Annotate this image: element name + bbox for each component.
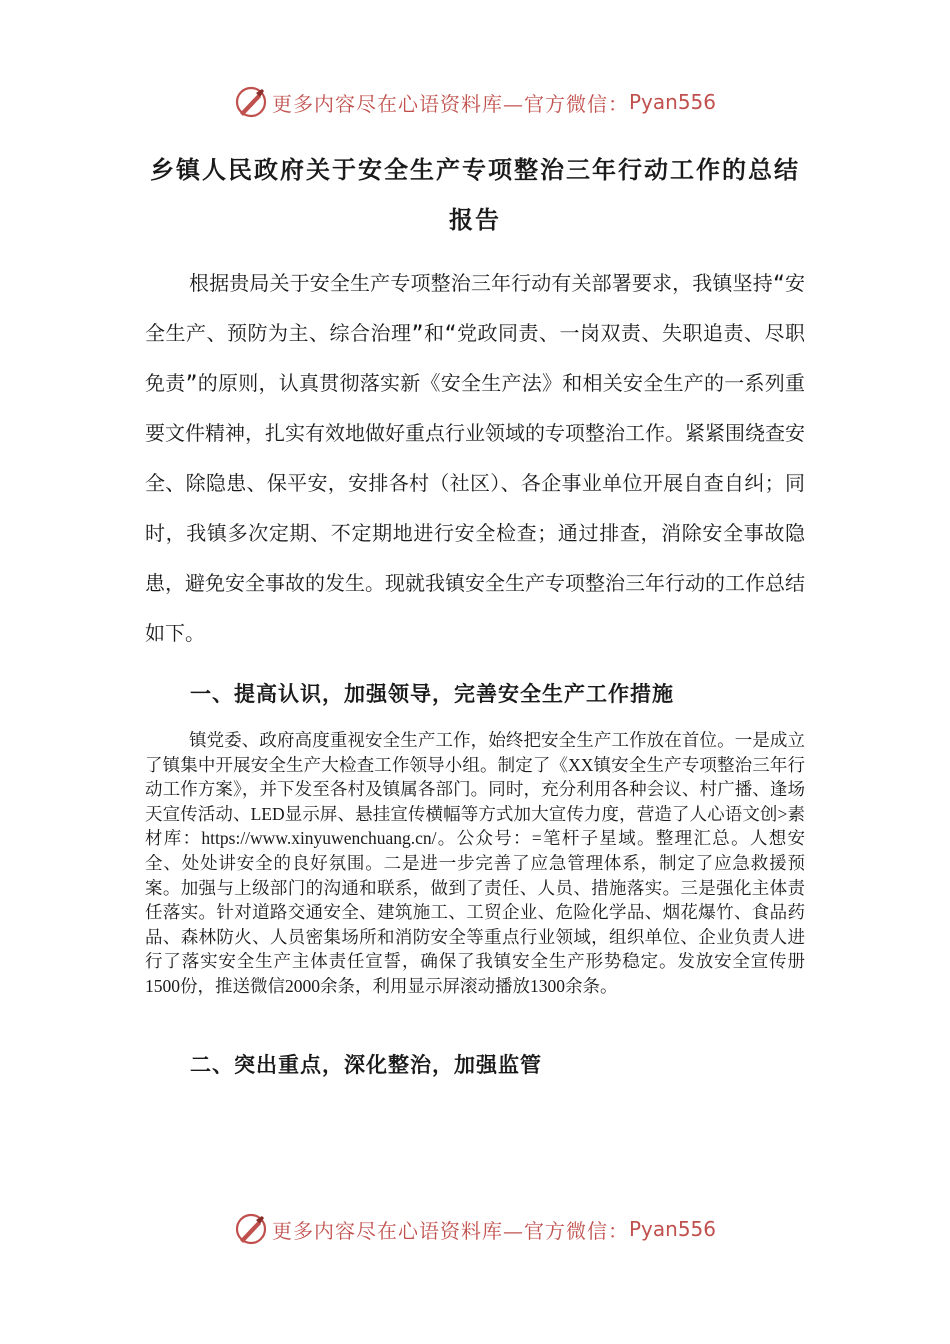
top-watermark-banner xyxy=(0,82,950,122)
banner-text: 更多内容尽在心语资料库—官方微信： xyxy=(271,1218,629,1243)
pen-circle-logo-icon xyxy=(234,1212,268,1246)
banner-handle: Pyan556 xyxy=(628,1217,716,1241)
bottom-watermark-banner xyxy=(0,1209,950,1249)
banner-text: 更多内容尽在心语资料库—官方微信： xyxy=(271,91,629,116)
intro-paragraph: 根据贵局关于安全生产专项整治三年行动有关部署要求，我镇坚持“安全生产、预防为主、综合治理”和“党政同责、一岗双责、失职追责、尽职免责”的原则，认真贯彻落实新《安全生产法》和相关安全生产的一系列重要文件精神，扎实有效地做好重点行业领域的专项整治工作。紧紧围绕查安全、除隐患、保平安，安排各村（社区）、各企事业单位开展自查自纠；同时，我镇多次定期、不定期地进行安全检查；通过排查，消除安全事故隐患，避免安全事故的发生。现就我镇安全生产专项整治三年行动的工作总结如下。 xyxy=(145,271,805,645)
section2-heading: 二、突出重点，深化整治，加强监管 xyxy=(190,1052,542,1077)
section1-heading: 一、提高认识，加强领导，完善安全生产工作措施 xyxy=(190,681,674,706)
section1-body: 镇党委、政府高度重视安全生产工作，始终把安全生产工作放在首位。一是成立了镇集中开展安全生产大检查工作领导小组。制定了《XX镇安全生产专项整治三年行动工作方案》，并下发至各村及镇属各部门。同时，充分利用各种会议、村广播、逢场天宣传活动、LED显示屏、悬挂宣传横幅等方式加大宣传力度，营造了人心语文创>素材库：https://www.xinyuwenchuang.cn/。公众号：=笔杆子星域。整理汇总。人想安全、处处讲安全的良好氛围。二是进一步完善了应急管理体系，制定了应急救援预案。加强与上级部门的沟通和联系，做到了责任、人员、措施落实。三是强化主体责任落实。针对道路交通安全、建筑施工、工贸企业、危险化学品、烟花爆竹、食品药品、森林防火、人员密集场所和消防安全等重点行业领域，组织单位、企业负责人进行了落实安全生产主体责任宣誓，确保了我镇安全生产形势稳定。发放安全宣传册1500份，推送微信2000余条，利用显示屏滚动播放1300余条。 xyxy=(145,730,805,996)
document-title-line2: 报告 xyxy=(449,205,501,234)
pen-circle-logo-icon xyxy=(234,85,268,119)
document-title-line1: 乡镇人民政府关于安全生产专项整治三年行动工作的总结 xyxy=(150,155,800,184)
banner-handle: Pyan556 xyxy=(628,90,716,114)
